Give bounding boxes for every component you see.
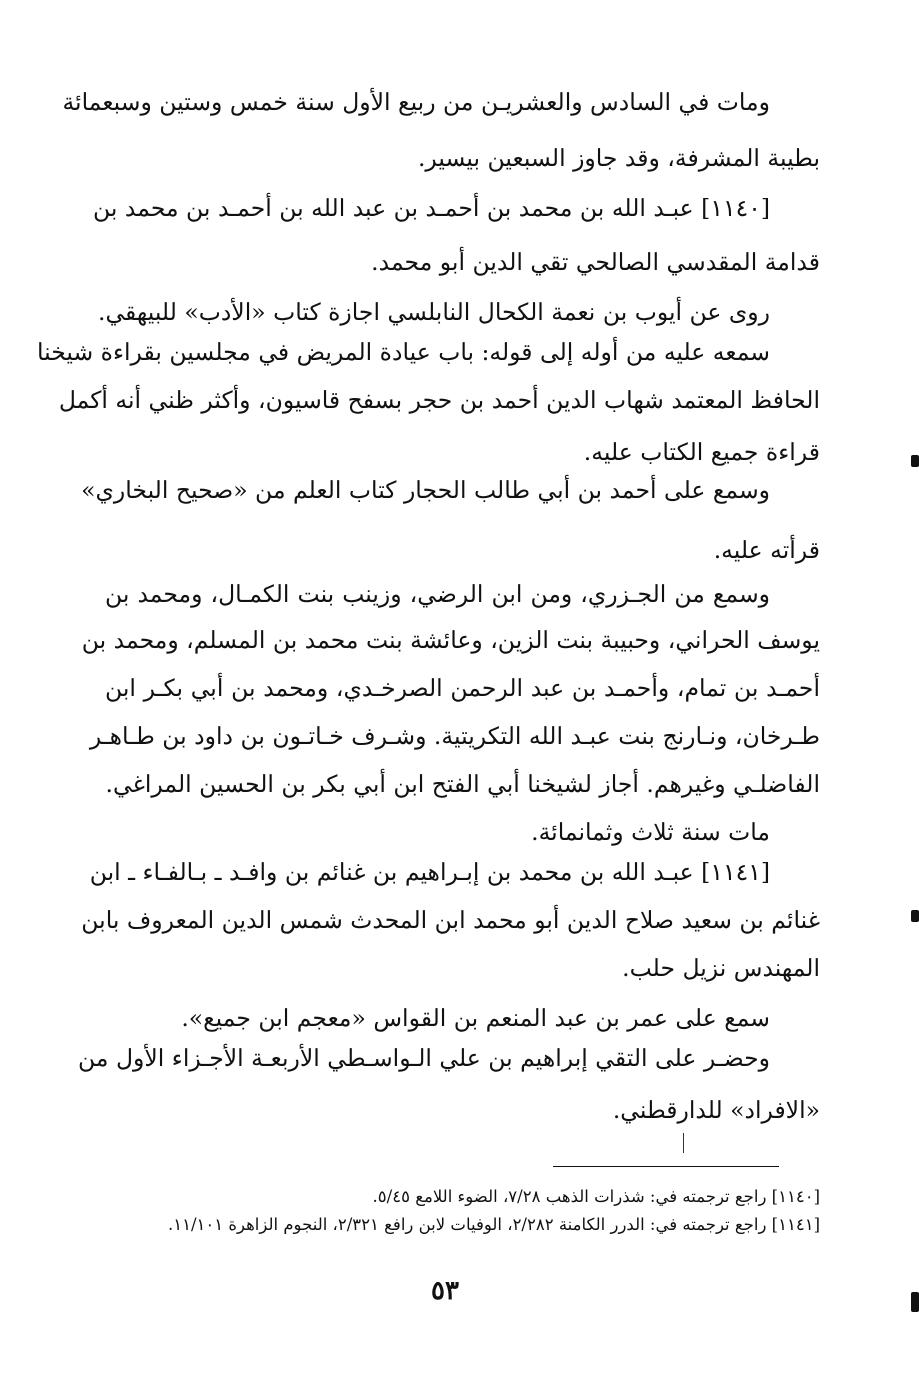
text-line: سمع على عمر بن عبد المنعم بن القواس «معجم ابن جميع».	[181, 1004, 770, 1032]
book-page	[36, 60, 820, 1360]
text-line: سمعه عليه من أوله إلى قوله: باب عيادة المريض في مجلسين بقراءة شيخنا	[36, 338, 770, 366]
text-line: مات سنة ثلاث وثمانمائة.	[531, 818, 770, 846]
text-line: المهندس نزيل حلب.	[622, 954, 820, 982]
text-line: قراءة جميع الكتاب عليه.	[583, 438, 820, 466]
text-line: روى عن أيوب بن نعمة الكحال النابلسي اجازة كتاب «الأدب» للبيهقي.	[97, 298, 770, 326]
text-line: بطيبة المشرفة، وقد جاوز السبعين بيسير.	[417, 144, 820, 172]
text-line: قدامة المقدسي الصالحي تقي الدين أبو محمد.	[371, 248, 820, 276]
text-line: ومات في السادس والعشريـن من ربيع الأول سنة خمس وستين وسبعمائة	[62, 88, 770, 116]
text-line: «الافراد» للدارقطني.	[612, 1096, 820, 1124]
edge-mark	[911, 455, 919, 467]
edge-mark	[911, 910, 919, 922]
margin-mark	[683, 1133, 684, 1153]
text-line: أحمـد بن تمام، وأحمـد بن عبد الرحمن الصرخـدي، ومحمد بن أبي بكـر ابن	[105, 674, 820, 702]
text-line: وحضـر على التقي إبراهيم بن علي الـواسـطي الأربعـة الأجـزاء الأول من	[78, 1044, 770, 1072]
footnote-1141: [١١٤١] راجع ترجمته في: الدرر الكامنة ٢/٢٨٢، الوفيات لابن رافع ٢/٣٢١، النجوم الزاهرة ١١/١٠١.	[167, 1215, 820, 1234]
text-line: طـرخان، ونـارنج بنت عبـد الله التكريتية. وشـرف خـاتـون بن داود بن طـاهـر	[89, 722, 820, 750]
text-line: وسمع من الجـزري، ومن ابن الرضي، وزينب بنت الكمـال، ومحمد بن	[105, 580, 770, 608]
footnote-separator	[553, 1166, 779, 1167]
text-line: غنائم بن سعيد صلاح الدين أبو محمد ابن المحدث شمس الدين المعروف بابن	[81, 906, 820, 934]
edge-mark	[911, 1292, 919, 1312]
text-line: قرأته عليه.	[713, 536, 820, 564]
text-line: الحافظ المعتمد شهاب الدين أحمد بن حجر بسفح قاسيون، وأكثر ظني أنه أكمل	[58, 386, 820, 414]
footnote-1140: [١١٤٠] راجع ترجمته في: شذرات الذهب ٧/٢٨، الضوء اللامع ٥/٤٥.	[372, 1187, 820, 1206]
text-line: الفاضلـي وغيرهم. أجاز لشيخنا أبي الفتح ابن أبي بكر بن الحسين المراغي.	[105, 770, 820, 798]
entry-heading-1140: [١١٤٠] عبـد الله بن محمد بن أحمـد بن عبد الله بن أحمـد بن محمد بن	[93, 194, 770, 222]
entry-heading-1141: [١١٤١] عبـد الله بن محمد بن إبـراهيم بن غنائم بن وافـد ـ بـالفـاء ـ ابن	[89, 858, 770, 886]
page-number: ٥٣	[431, 1276, 459, 1306]
text-line: يوسف الحراني، وحبيبة بنت الزين، وعائشة بنت محمد بن المسلم، ومحمد بن	[81, 626, 820, 654]
text-line: وسمع على أحمد بن أبي طالب الحجار كتاب العلم من «صحيح البخاري»	[81, 476, 770, 504]
